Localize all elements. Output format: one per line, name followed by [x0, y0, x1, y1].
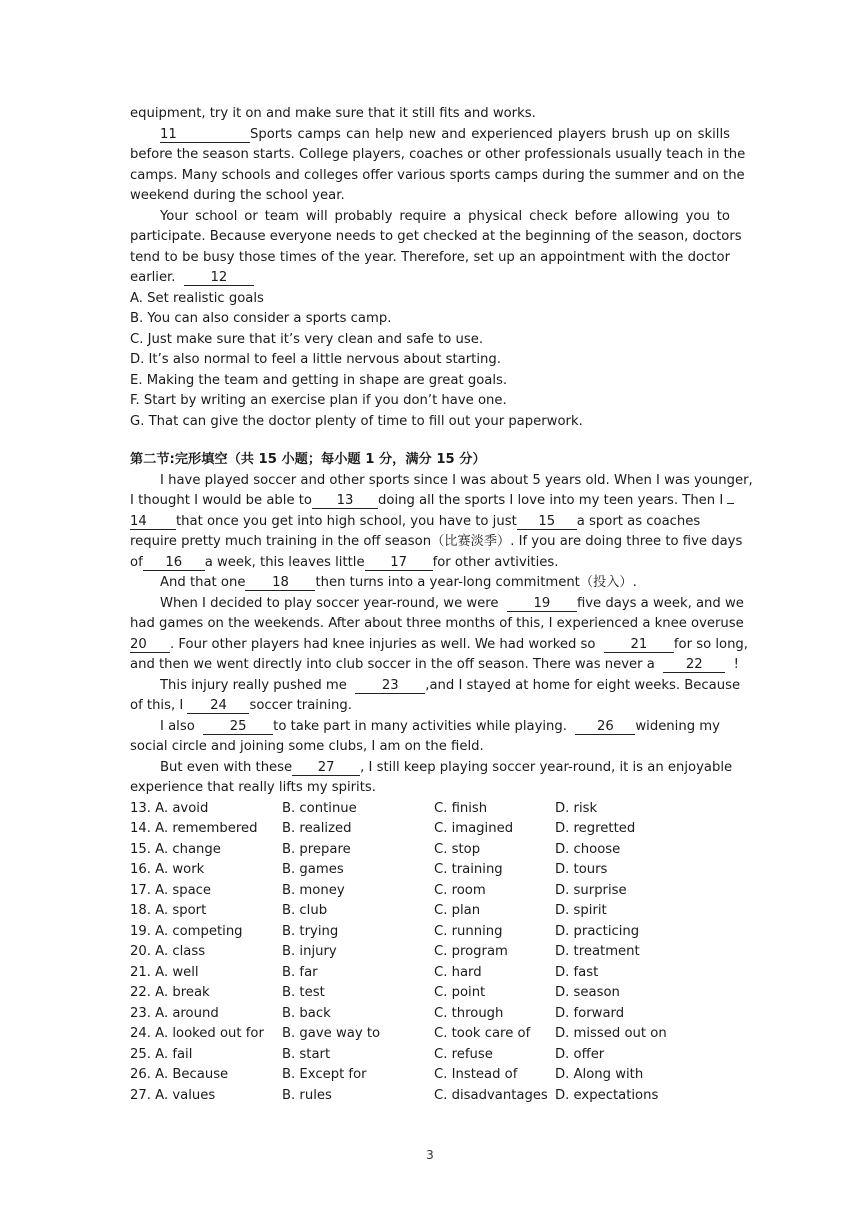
- answer-blank-18[interactable]: 18: [245, 575, 315, 591]
- answer-blank-20[interactable]: 20: [130, 637, 170, 653]
- paragraph-line: of 16 a week, this leaves little 17 for other avtivities.: [130, 554, 559, 570]
- option-c: C. finish: [434, 800, 488, 816]
- option-d: D. forward: [555, 1005, 625, 1021]
- option-d: D. choose: [555, 841, 621, 857]
- question-options-18: [130, 901, 730, 922]
- option-b: B. test: [282, 985, 325, 1000]
- option-b: B. rules: [282, 1087, 332, 1103]
- option-a: 13. A. avoid: [130, 800, 209, 816]
- option-d: D. season: [555, 985, 620, 1000]
- question-options-14: [130, 819, 730, 840]
- option-d: D. fast: [555, 964, 599, 980]
- option-c: C. training: [434, 862, 503, 877]
- option-a: 16. A. work: [130, 862, 205, 877]
- paragraph-line: of this, I 24 soccer training.: [130, 698, 352, 713]
- option-a: 25. A. fail: [130, 1046, 193, 1062]
- option-a: 20. A. class: [130, 944, 206, 959]
- question-options-13: [130, 799, 730, 820]
- question-options-27: [130, 1086, 730, 1107]
- option-d: D. treatment: [555, 944, 640, 959]
- question-options-23: [130, 1004, 730, 1025]
- paragraph-line: camps. Many schools and colleges offer various sports camps during the summer and on the: [130, 167, 745, 183]
- option-b: B. start: [282, 1046, 331, 1062]
- option-d: D. expectations: [555, 1087, 659, 1103]
- option-c: C. room: [434, 882, 486, 898]
- answer-blank-14-start: [727, 503, 734, 504]
- question-options-25: [130, 1045, 730, 1066]
- paragraph-line: This injury really pushed me 23 ,and I stayed at home for eight weeks. Because: [160, 677, 741, 693]
- paragraph-line: I thought I would be able to 13 doing all the sports I love into my teen years. Then I: [130, 491, 730, 512]
- question-options-26: [130, 1065, 730, 1086]
- answer-blank-27[interactable]: 27: [292, 760, 360, 776]
- option-a: 26. A. Because: [130, 1067, 229, 1082]
- paragraph-line: experience that really lifts my spirits.: [130, 780, 376, 795]
- option-e: E. Making the team and getting in shape are great goals.: [130, 372, 508, 388]
- option-d: D. regretted: [555, 821, 636, 836]
- option-a: 14. A. remembered: [130, 821, 258, 836]
- question-options-15: [130, 840, 730, 861]
- option-b: B. continue: [282, 800, 357, 816]
- question-options-16: [130, 860, 730, 881]
- paragraph-line: participate. Because everyone needs to get checked at the beginning of the season, doctors: [130, 229, 742, 244]
- option-c: C. disadvantages: [434, 1087, 548, 1103]
- answer-blank-22[interactable]: 22: [663, 657, 725, 673]
- option-c: C. refuse: [434, 1046, 493, 1062]
- option-b: B. prepare: [282, 841, 351, 857]
- option-d: D. missed out on: [555, 1026, 667, 1041]
- option-b: B. money: [282, 882, 345, 898]
- paragraph-line: But even with these 27 , I still keep playing soccer year-round, it is an enjoyable: [160, 759, 733, 775]
- option-b: B. games: [282, 862, 344, 877]
- option-g: G. That can give the doctor plenty of time to fill out your paperwork.: [130, 413, 583, 429]
- question-options-24: [130, 1024, 730, 1045]
- option-b: B. injury: [282, 944, 337, 959]
- option-a: 15. A. change: [130, 841, 221, 857]
- question-options-20: [130, 942, 730, 963]
- option-a: 18. A. sport: [130, 903, 207, 918]
- option-c: C. plan: [434, 903, 481, 918]
- option-d: D. tours: [555, 862, 608, 877]
- option-b: B. Except for: [282, 1067, 367, 1082]
- option-d: D. risk: [555, 800, 598, 816]
- paragraph-line: When I decided to play soccer year-round, we were 19 five days a week, and we: [160, 595, 744, 611]
- paragraph-sports-camps: [130, 125, 746, 207]
- answer-blank-13[interactable]: 13: [312, 493, 378, 509]
- option-c: C. hard: [434, 964, 482, 980]
- question-options-17: [130, 881, 730, 902]
- option-c: C. running: [434, 923, 503, 939]
- paragraph-line: before the season starts. College players, coaches or other professionals usually teach in the: [130, 147, 746, 162]
- answer-blank-23[interactable]: 23: [355, 678, 425, 694]
- paragraph-line: Your school or team will probably require a physical check before allowing you to: [160, 208, 730, 224]
- question-options-22: [130, 983, 730, 1004]
- paragraph-line: 20 . Four other players had knee injuries as well. We had worked so 21 for so long,: [130, 636, 748, 652]
- answer-blank-19[interactable]: 19: [507, 596, 577, 612]
- paragraph-line: and then we went directly into club soccer in the off season. There was never a 22 !: [130, 657, 739, 672]
- answer-blank-12[interactable]: 12: [184, 270, 254, 286]
- answer-blank-26[interactable]: 26: [575, 719, 635, 735]
- option-b: B. You can also consider a sports camp.: [130, 311, 392, 326]
- section-heading: 第二节:完形填空（共 15 小题；每小题 1 分，满分 15 分）: [130, 452, 486, 467]
- question-options-19: [130, 922, 730, 943]
- option-c: C. imagined: [434, 821, 514, 836]
- option-a: 24. A. looked out for: [130, 1026, 264, 1041]
- paragraph-physical-check: [130, 207, 742, 289]
- option-d: D. It’s also normal to feel a little nervous about starting.: [130, 352, 501, 367]
- question-options-21: [130, 963, 730, 984]
- paragraph-line: social circle and joining some clubs, I am on the field.: [130, 739, 484, 754]
- option-c: C. Just make sure that it’s very clean and safe to use.: [130, 331, 484, 347]
- answer-blank-21[interactable]: 21: [604, 637, 674, 653]
- paragraph-line: require pretty much training in the off season（比赛淡季）. If you are doing three to five days: [130, 534, 743, 549]
- answer-blank-11[interactable]: 11: [160, 127, 250, 143]
- paragraph-line: earlier. 12: [130, 268, 730, 289]
- option-a: 19. A. competing: [130, 923, 243, 939]
- page-number: 3: [426, 1148, 434, 1162]
- option-a: 27. A. values: [130, 1087, 216, 1103]
- option-b: B. back: [282, 1005, 331, 1021]
- option-c: C. stop: [434, 841, 481, 857]
- cloze-passage: [130, 471, 753, 799]
- option-b: B. far: [282, 964, 318, 980]
- option-f: F. Start by writing an exercise plan if you don’t have one.: [130, 393, 507, 408]
- paragraph-line: equipment, try it on and make sure that it still fits and works.: [130, 106, 536, 121]
- option-a: 21. A. well: [130, 964, 199, 980]
- option-b: B. realized: [282, 821, 352, 836]
- option-b: B. trying: [282, 923, 339, 939]
- option-b: B. gave way to: [282, 1026, 381, 1041]
- option-a: 23. A. around: [130, 1005, 219, 1021]
- option-a: 17. A. space: [130, 882, 212, 898]
- paragraph-line: 11 Sports camps can help new and experienced players brush up on skills: [160, 126, 730, 142]
- answer-blank-17[interactable]: 17: [365, 555, 433, 571]
- answer-blank-15[interactable]: 15: [517, 514, 577, 530]
- option-d: D. practicing: [555, 923, 640, 939]
- option-d: D. surprise: [555, 882, 627, 898]
- answer-blank-25[interactable]: 25: [203, 719, 273, 735]
- page-content: [130, 104, 753, 1106]
- answer-blank-14[interactable]: 14: [130, 514, 176, 530]
- paragraph-line: And that one 18 then turns into a year-long commitment（投入）.: [160, 575, 637, 590]
- option-d: D. spirit: [555, 903, 607, 918]
- paragraph-line: tend to be busy those times of the year. Therefore, set up an appointment with the doctor: [130, 249, 730, 265]
- paragraph-line: I have played soccer and other sports since I was about 5 years old. When I was younger,: [160, 472, 753, 488]
- seven-choice-options: [130, 289, 730, 433]
- option-c: C. through: [434, 1005, 504, 1021]
- paragraph-line: weekend during the school year.: [130, 188, 345, 203]
- option-c: C. program: [434, 944, 508, 959]
- paragraph-line: 14 that once you get into high school, you have to just 15 a sport as coaches: [130, 513, 701, 529]
- option-a: A. Set realistic goals: [130, 290, 264, 306]
- option-c: C. point: [434, 985, 486, 1000]
- option-d: D. Along with: [555, 1067, 644, 1082]
- paragraph-line: I also 25 to take part in many activities while playing. 26 widening my: [160, 718, 720, 734]
- option-b: B. club: [282, 903, 328, 918]
- answer-blank-24[interactable]: 24: [187, 698, 249, 714]
- option-a: 22. A. break: [130, 985, 210, 1000]
- answer-blank-16[interactable]: 16: [143, 555, 205, 571]
- option-c: C. took care of: [434, 1026, 531, 1041]
- option-d: D. offer: [555, 1046, 605, 1062]
- option-c: C. Instead of: [434, 1067, 518, 1082]
- paragraph-line: had games on the weekends. After about three months of this, I experienced a knee overuse: [130, 616, 744, 631]
- answer-options-table: [130, 799, 730, 1107]
